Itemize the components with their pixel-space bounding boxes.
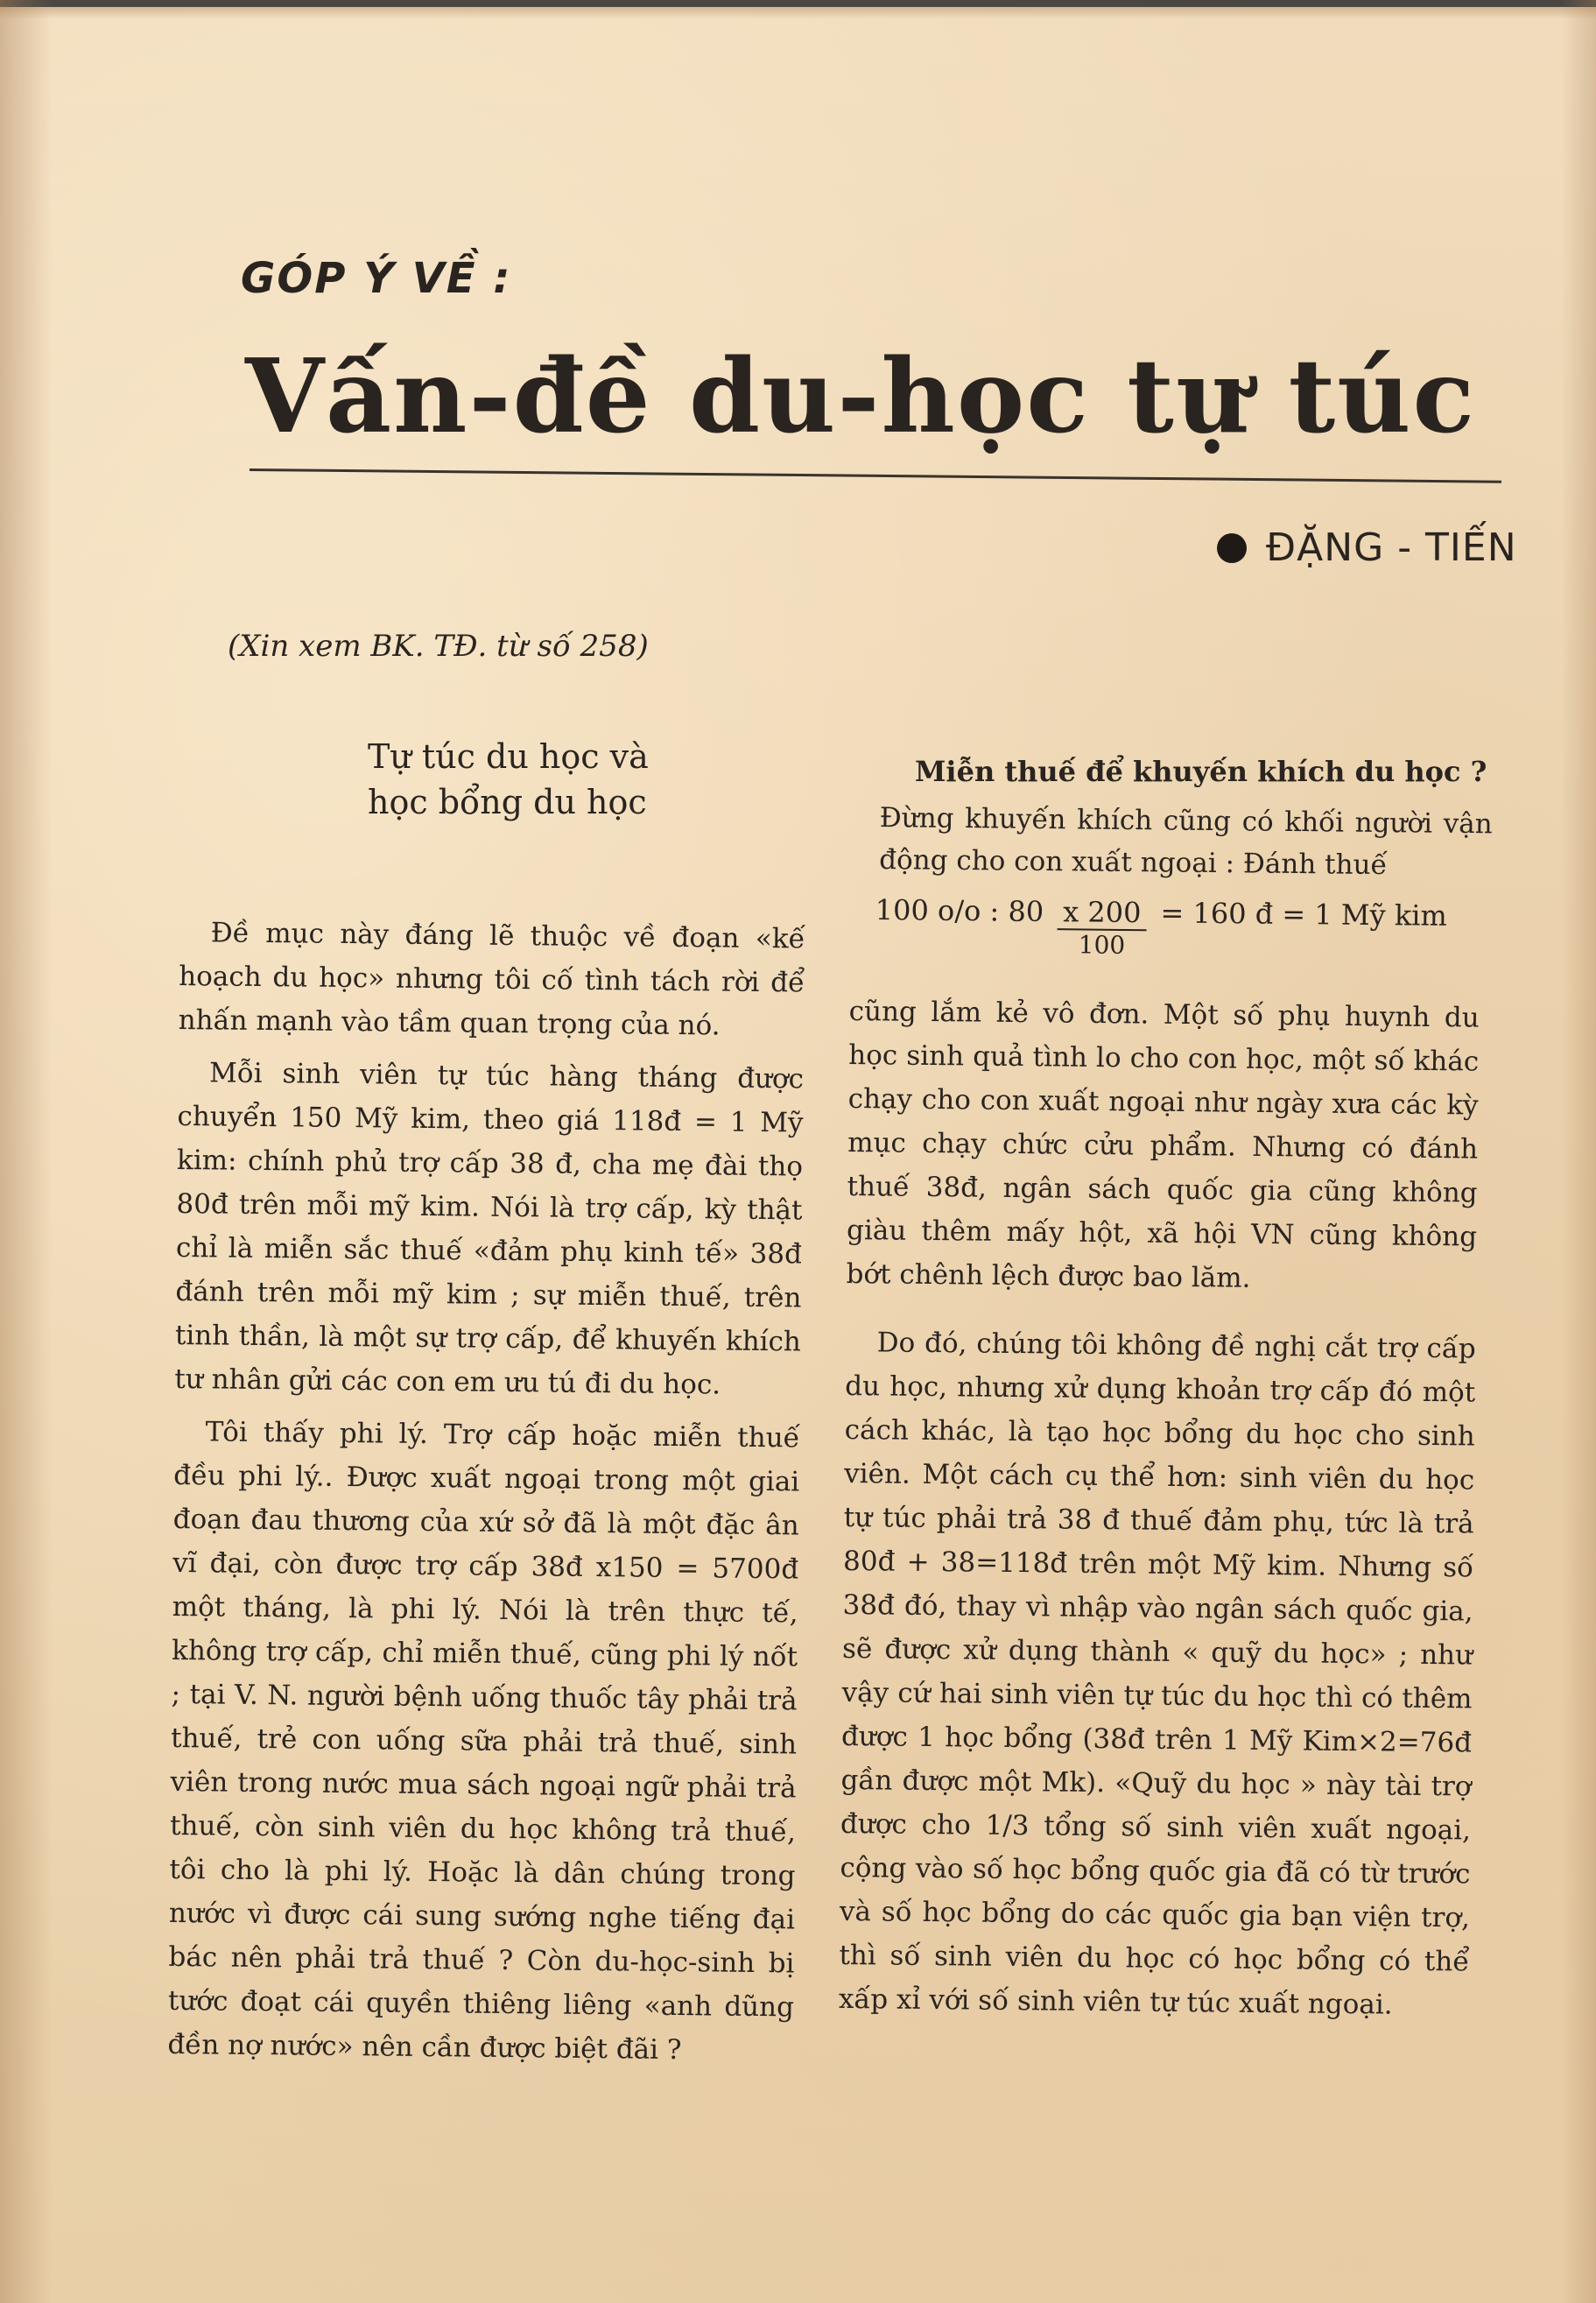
title-rule	[250, 468, 1501, 483]
byline	[1217, 525, 1517, 570]
page-left-edge	[0, 0, 53, 2303]
formula-numerator: x 200	[1058, 895, 1147, 931]
author-name: ĐẶNG - TIẾN	[1266, 525, 1517, 570]
article-title: Vấn-đề du-học tự túc	[245, 337, 1477, 456]
tax-formula	[875, 893, 1447, 963]
right-intro: Đừng khuyến khích cũng có khối người vận động cho con xuất ngoại : Đánh thuế	[879, 801, 1493, 882]
paragraph: cũng lắm kẻ vô đơn. Một số phụ huynh du học sinh quả tình lo cho con học, một số khác chạy cho con xuất ngoại như ngày xưa các kỳ mục chạy chức cửu phẩm. Nhưng có đánh thuế 38đ, ngân sách quốc gia cũng không giàu thêm mấy hột, xã hội VN cũng không bớt chênh lệch được bao lăm.	[846, 995, 1480, 1294]
article-kicker: GÓP Ý VỀ :	[241, 254, 512, 303]
section-title	[368, 734, 649, 825]
right-heading: Miễn thuế để khuyến khích du học ?	[915, 755, 1487, 788]
page-top-edge	[0, 0, 1596, 19]
page-right-edge	[1561, 0, 1596, 2303]
paragraph: Tôi thấy phi lý. Trợ cấp hoặc miễn thuế đều phi lý.. Được xuất ngoại trong một giai đoạn đau thương của xứ sở đã là một đặc ân vĩ đại, còn được trợ cấp 38đ x150 = 5700đ một tháng, là phi lý. Nói là trên thực tế, không trợ cấp, chỉ miễn thuế, cũng phi lý nốt ; tại V. N. người bệnh uống thuốc tây phải trả thuế, trẻ con uống sữa phải trả thuế, sinh viên trong nước mua sách ngoại ngữ phải trả thuế, còn sinh viên du học không trả thuế, tôi cho là phi lý. Hoặc là dân chúng trong nước vì được cái sung sướng nghe tiếng đại bác nên phải trả thuế ? Còn du-học-sinh bị tước đoạt cái quyền thiêng liêng «anh dũng đền nợ nước» nên cần được biệt đãi ?	[167, 1416, 800, 2067]
paragraph: Đề mục này đáng lẽ thuộc về đoạn «kế hoạch du học» nhưng tôi cố tình tách rời để nhấn mạnh vào tầm quan trọng của nó.	[178, 917, 805, 1042]
paragraph: Mỗi sinh viên tự túc hàng tháng được chuyển 150 Mỹ kim, theo giá 118đ = 1 Mỹ kim: chính phủ trợ cấp 38 đ, cha mẹ đài thọ 80đ trên mỗi mỹ kim. Nói là trợ cấp, kỳ thật chỉ là miễn sắc thuế «đảm phụ kinh tế» 38đ đánh trên mỗi mỹ kim ; sự miễn thuế, trên tinh thần, là một sự trợ cấp, để khuyến khích tư nhân gửi các con em ưu tú đi du học.	[174, 1057, 805, 1401]
right-column	[839, 990, 1480, 2027]
reference-note: (Xin xem BK. TĐ. từ số 258)	[228, 629, 649, 664]
section-title-line-2: học bổng du học	[368, 783, 647, 821]
section-title-line-1: Tự túc du học và	[368, 737, 649, 776]
left-column	[167, 911, 805, 2073]
paragraph: Do đó, chúng tôi không đề nghị cắt trợ cấp du học, nhưng xử dụng khoản trợ cấp đó một cách khác, là tạo học bổng du học cho sinh viên. Một cách cụ thể hơn: sinh viên du học tự túc phải trả 38 đ thuế đảm phụ, tức là trả 80đ + 38=118đ trên một Mỹ kim. Nhưng số 38đ đó, thay vì nhập vào ngân sách quốc gia, sẽ được xử dụng thành « quỹ du học» ; như vậy cứ hai sinh viên tự túc du học thì có thêm được 1 học bổng (38đ trên 1 Mỹ Kim×2=76đ gần được một Mk). «Quỹ du học » này tài trợ được cho 1/3 tổng số sinh viên xuất ngoại, cộng vào số học bổng quốc gia đã có từ trước và số học bổng do các quốc gia bạn viện trợ, thì số sinh viên du học có học bổng có thể xấp xỉ với số sinh viên tự túc xuất ngoại.	[838, 1327, 1476, 2021]
formula-denominator: 100	[1078, 930, 1126, 960]
formula-fraction	[1058, 895, 1147, 960]
bullet-icon	[1217, 533, 1247, 563]
formula-result: = 160 đ = 1 Mỹ kim	[1160, 896, 1448, 933]
formula-left: 100 o/o : 80	[875, 893, 1044, 929]
